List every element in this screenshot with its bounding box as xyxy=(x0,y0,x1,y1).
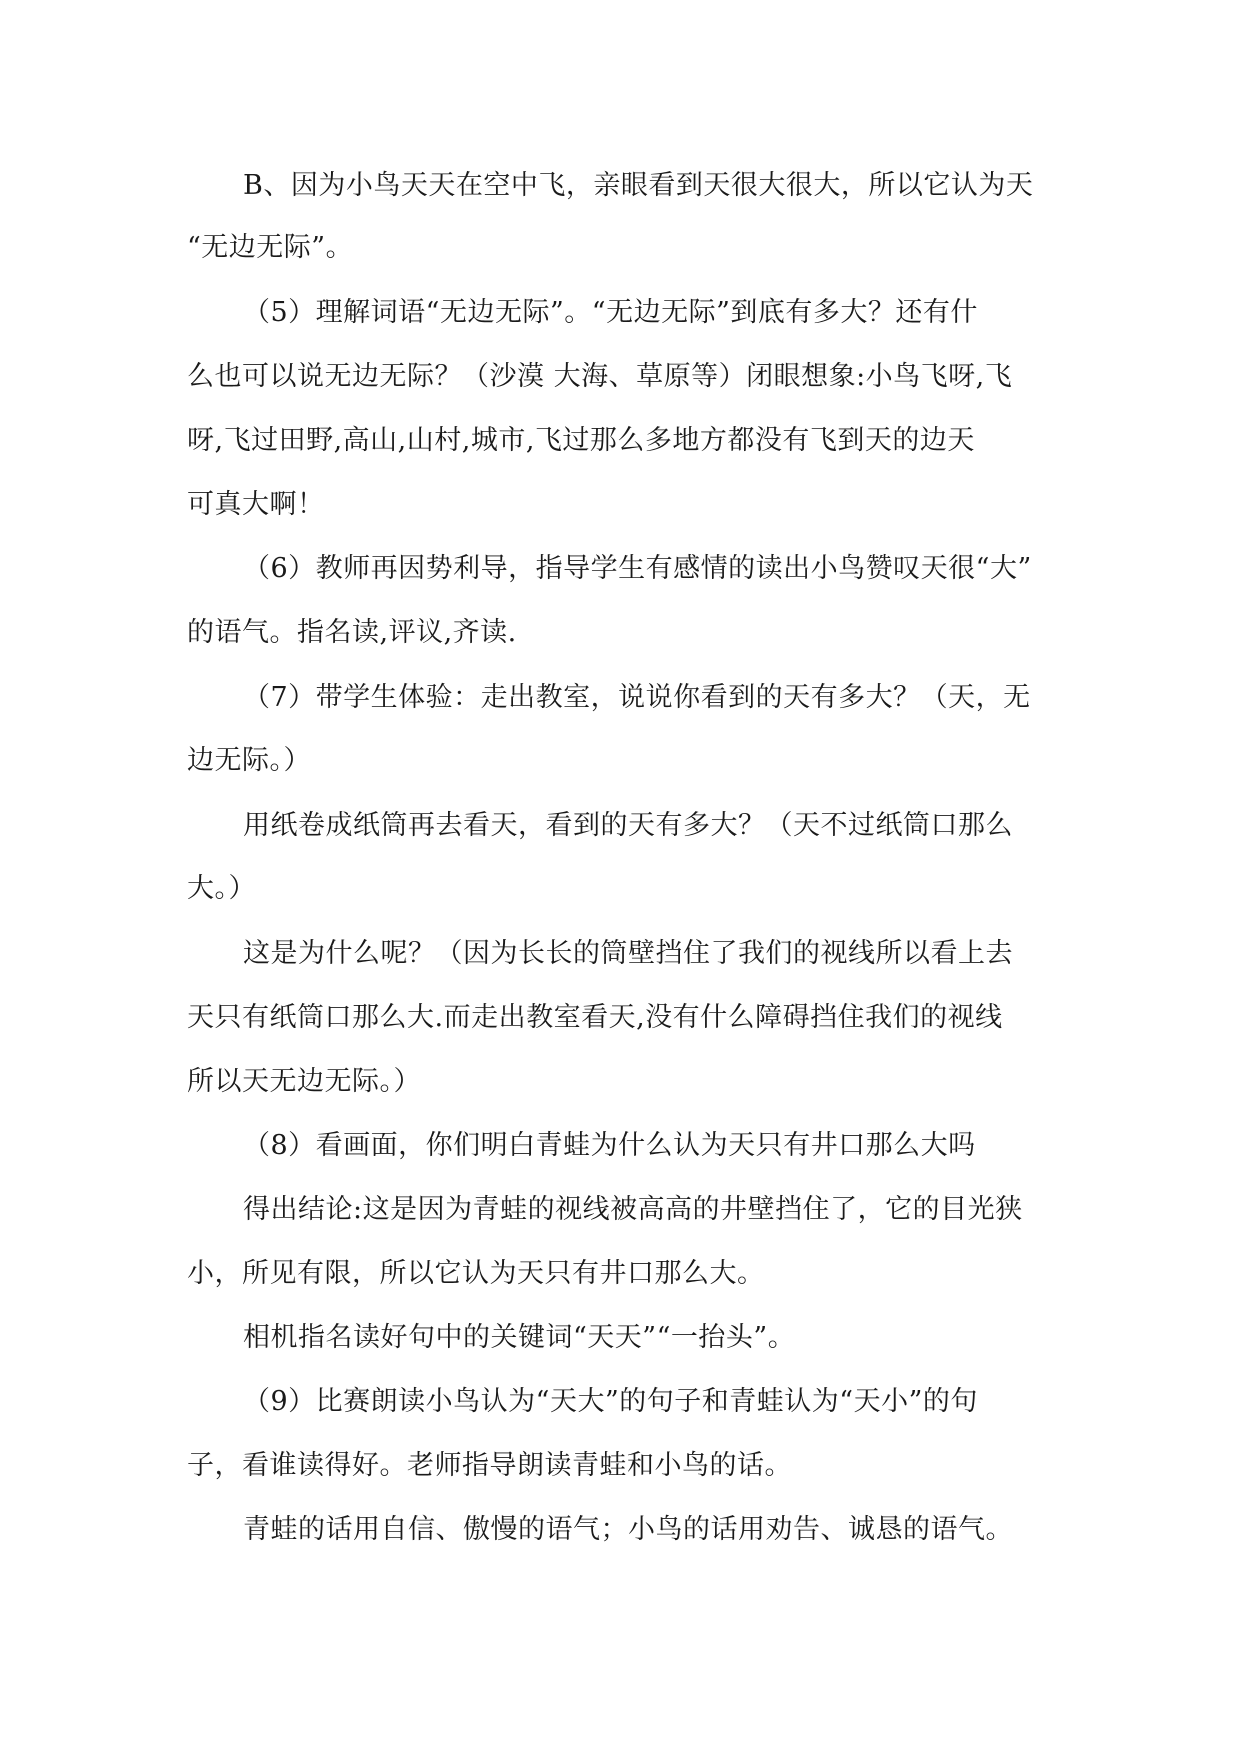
text-line: 天只有纸筒口那么大.而走出教室看天,没有什么障碍挡住我们的视线 xyxy=(187,1002,1003,1033)
text-line: 呀,飞过田野,高山,山村,城市,飞过那么多地方都没有飞到天的边天 xyxy=(187,425,975,456)
text-line: （8）看画面，你们明白青蛙为什么认为天只有井口那么大吗 xyxy=(243,1130,976,1161)
text-line: 的语气。指名读,评议,齐读. xyxy=(187,617,517,648)
text-line: 么也可以说无边无际？（沙漠 大海、草原等）闭眼想象:小鸟飞呀,飞 xyxy=(187,361,1013,392)
text-line: 所以天无边无际。） xyxy=(187,1066,421,1097)
text-line: 这是为什么呢？（因为长长的筒壁挡住了我们的视线所以看上去 xyxy=(243,938,1013,969)
text-line: 子，看谁读得好。老师指导朗读青蛙和小鸟的话。 xyxy=(187,1450,792,1481)
text-line: 得出结论:这是因为青蛙的视线被高高的井壁挡住了，它的目光狭 xyxy=(243,1194,1023,1225)
text-line: 小，所见有限，所以它认为天只有井口那么大。 xyxy=(187,1258,765,1289)
text-line: 边无际。） xyxy=(187,745,311,776)
text-line: B、因为小鸟天天在空中飞，亲眼看到天很大很大，所以它认为天 xyxy=(243,170,1034,201)
text-line: 大。） xyxy=(187,873,256,904)
text-line: （7）带学生体验：走出教室，说说你看到的天有多大？（天，无 xyxy=(243,682,1031,713)
text-line: 可真大啊！ xyxy=(187,489,325,520)
text-line: （9）比赛朗读小鸟认为“天大”的句子和青蛙认为“天小”的句 xyxy=(243,1386,978,1417)
text-line: 青蛙的话用自信、傲慢的语气；小鸟的话用劝告、诚恳的语气。 xyxy=(243,1514,1013,1545)
text-line: “无边无际”。 xyxy=(187,232,354,263)
text-line: （6）教师再因势利导，指导学生有感情的读出小鸟赞叹天很“大” xyxy=(243,553,1032,584)
text-line: 相机指名读好句中的关键词“天天”“一抬头”。 xyxy=(243,1322,796,1353)
text-line: （5）理解词语“无边无际”。“无边无际”到底有多大？还有什 xyxy=(243,297,978,328)
text-line: 用纸卷成纸筒再去看天，看到的天有多大？（天不过纸筒口那么 xyxy=(243,810,1013,841)
